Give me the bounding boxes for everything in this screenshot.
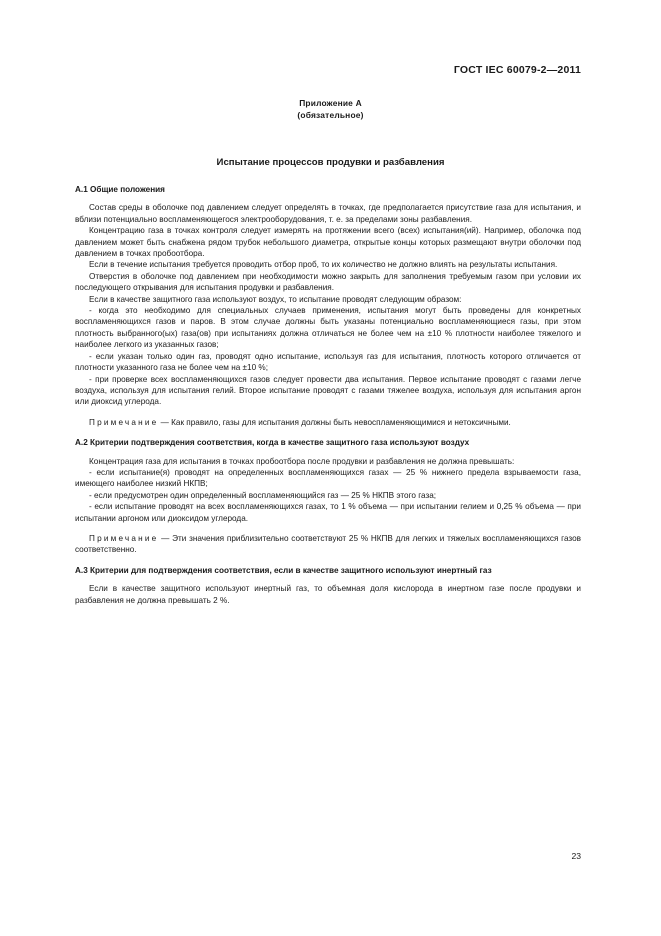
section-a3-heading: А.3 Критерии для подтверждения соответствия, если в качестве защитного используют инертный газ [75, 565, 492, 575]
page-number: 23 [571, 851, 581, 861]
paragraph: Концентрацию газа в точках контроля следует измерять на протяжении всего (всех) испытания(ий). Например, оболочка под давлением может быть снабжена рядом трубок небольшого диаметра, открытые концы которых размещают внутри оболочки под давлением в точках пробоотбора. [75, 226, 581, 259]
note-label: Примечание [89, 533, 159, 543]
list-item: - если указан только один газ, проводят одно испытание, используя газ для испытания, плотность которого отличается от плотности указанного газа не более чем на ±10 %; [75, 351, 581, 373]
list-item: - когда это необходимо для специальных случаев применения, испытания могут быть проведены для конкретных воспламеняющихся газов и паров. В этом случае должны быть указаны потенциально воспламеняющиеся газы, при этом плотность выбранного(ых) газа(ов) при испытаниях должна отличаться не более чем на ±10 % плотности наиболее тяжелого и наиболее легкого из указанных газов; [75, 306, 581, 350]
note-text: — Эти значения приблизительно соответствуют 25 % НКПВ для легких и тяжелых воспламеняющихся газов соответственно. [75, 533, 581, 555]
annex-header [0, 97, 661, 121]
paragraph: Если в качестве защитного газа используют воздух, то испытание проводят следующим образом: [89, 294, 462, 304]
paragraph: Если в течение испытания требуется проводить отбор проб, то их количество не должно влиять на результаты испытания. [89, 260, 558, 270]
main-title: Испытание процессов продувки и разбавления [216, 157, 445, 168]
paragraph: Если в качестве защитного используют инертный газ, то объемная доля кислорода в инертном газе после продувки и разбавления не должна превышать 2 %. [75, 584, 581, 605]
note-text: — Как правило, газы для испытания должны быть невоспламеняющимися и нетоксичными. [158, 417, 511, 427]
note [75, 533, 581, 556]
paragraph: Состав среды в оболочке под давлением следует определять в точках, где предполагается присутствие газа для испытания, и вблизи потенциально воспламеняющегося электрооборудования, т. е. за пределами зоны разбавления. [75, 203, 581, 224]
note [75, 417, 581, 428]
annex-status: (обязательное) [297, 110, 364, 120]
list-item: - если испытание проводят на всех воспламеняющихся газах, то 1 % объема — при испытании гелием и 0,25 % объема — при испытании аргоном или диоксидом углерода. [75, 502, 581, 523]
document-body [75, 184, 581, 606]
paragraph: Концентрация газа для испытания в точках пробоотбора после продувки и разбавления не должна превышать: [89, 456, 515, 466]
standard-code: ГОСТ IEC 60079-2—2011 [453, 64, 581, 76]
annex-title: Приложение А [299, 98, 362, 108]
list-item: - если предусмотрен один определенный воспламеняющийся газ — 25 % НКПВ этого газа; [89, 490, 437, 500]
section-a2-heading: А.2 Критерии подтверждения соответствия, когда в качестве защитного газа используют воздух [75, 438, 470, 448]
note-label: Примечание [89, 417, 159, 427]
list-item: - при проверке всех воспламеняющихся газов следует провести два испытания. Первое испытание проводят с газами легче воздуха, используя для испытания гелий. Второе испытание проводят с газами тяжелее воздуха, используя для испытания аргон или диоксид углерода. [75, 374, 581, 407]
section-a1-heading: А.1 Общие положения [75, 185, 165, 194]
list-item: - если испытание(я) проводят на определенных воспламеняющихся газах — 25 % нижнего предела взрываемости газа, имеющего наиболее низкий НКПВ; [75, 467, 581, 489]
paragraph: Отверстия в оболочке под давлением при необходимости можно закрыть для заполнения требуемым газом при условии их последующего открывания для испытания продувки и разбавления. [75, 271, 581, 293]
